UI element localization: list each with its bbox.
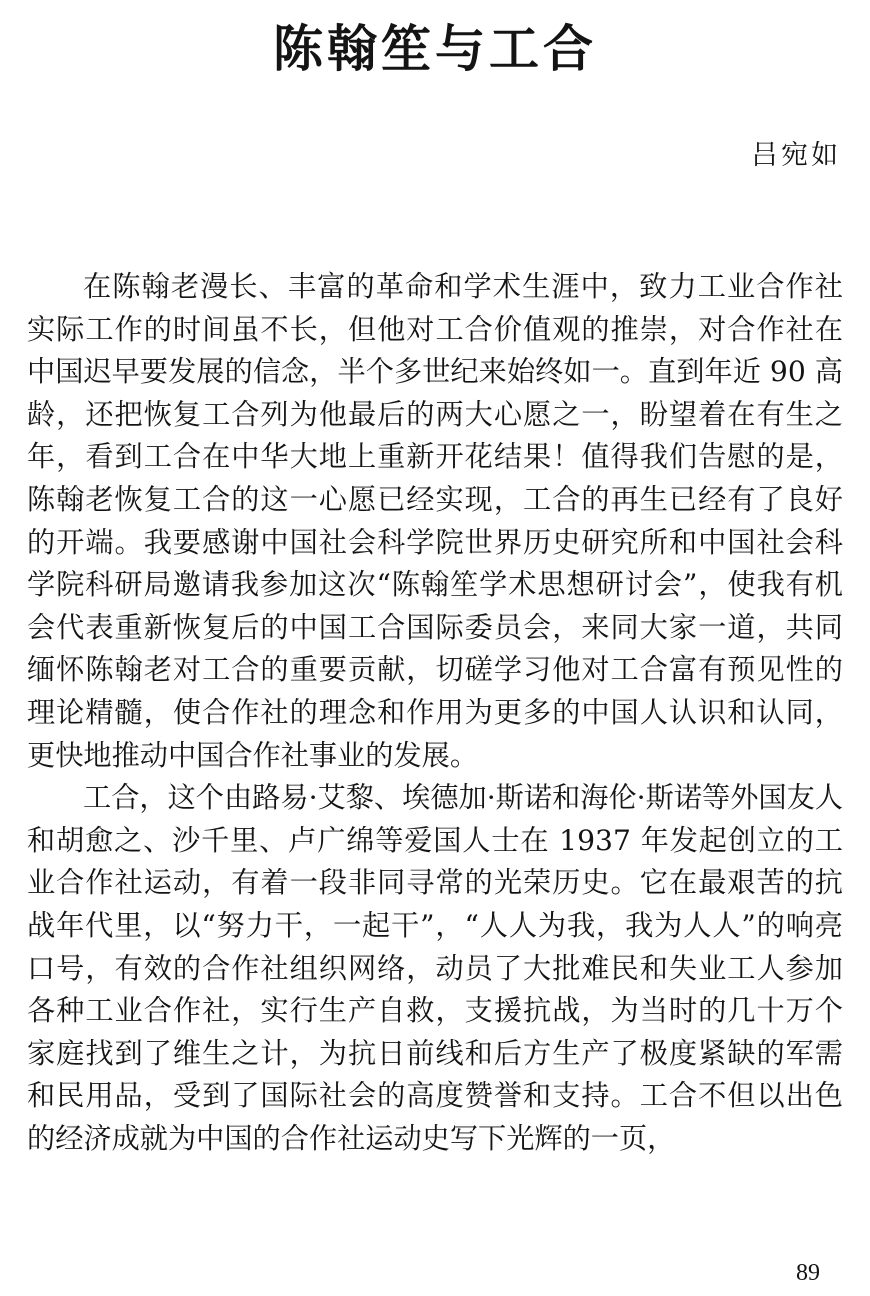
- paragraph: 在陈翰老漫长、丰富的革命和学术生涯中，致力工业合作社实际工作的时间虽不长，但他对工合价值观的推崇，对合作社在中国迟早要发展的信念，半个多世纪来始终如一。直到年近 90 高龄，还把恢复工合列为他最后的两大心愿之一，盼望着在有生之年，看到工合在中华大地上重新开花结果！值得我们告慰的是，陈翰老恢复工合的这一心愿已经实现，工合的再生已经有了良好的开端。我要感谢中国社会科学院世界历史研究所和中国社会科学院科研局邀请我参加这次“陈翰笙学术思想研讨会”，使我有机会代表重新恢复后的中国工合国际委员会，来同大家一道，共同缅怀陈翰老对工合的重要贡献，切磋学习他对工合富有预见性的理论精髓，使合作社的理念和作用为更多的中国人认识和认同，更快地推动中国合作社事业的发展。: [27, 270, 843, 772]
- page-number: 89: [796, 1260, 820, 1286]
- paragraph: 工合，这个由路易·艾黎、埃德加·斯诺和海伦·斯诺等外国友人和胡愈之、沙千里、卢广绵等爱国人士在 1937 年发起创立的工业合作社运动，有着一段非同寻常的光荣历史。它在最艰苦的抗战年代里，以“努力干，一起干”，“人人为我，我为人人”的响亮口号，有效的合作社组织网络，动员了大批难民和失业工人参加各种工业合作社，实行生产自救，支援抗战，为当时的几十万个家庭找到了维生之计，为抗日前线和后方生产了极度紧缺的军需和民用品，受到了国际社会的高度赞誉和支持。工合不但以出色的经济成就为中国的合作社运动史写下光辉的一页，: [27, 781, 843, 1155]
- body-text: [27, 266, 843, 1160]
- author-name: 吕宛如: [751, 140, 841, 171]
- document-title: 陈翰笙与工合: [273, 20, 597, 78]
